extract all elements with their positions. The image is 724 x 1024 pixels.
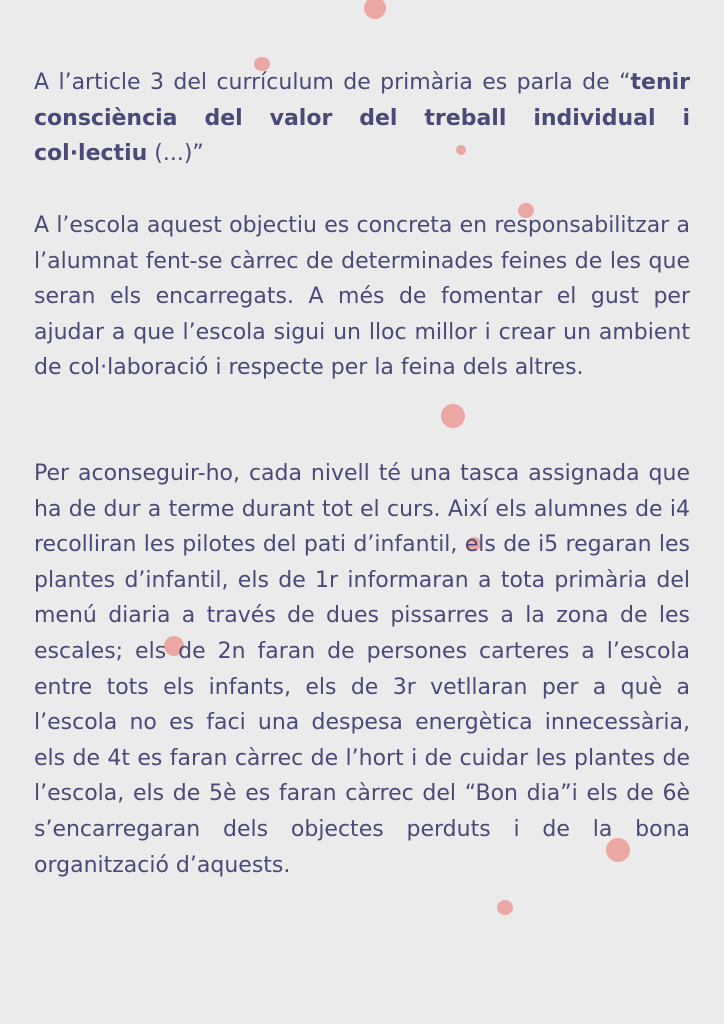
- paragraph-tasks: Per aconseguir-ho, cada nivell té una tasca assignada que ha de dur a terme durant tot el curs. Així els alumnes de i4 recolliran les pilotes del pati d’infantil, els de i5 regaran les plantes d’infantil, els de 1r informaran a tota primària del menú diaria a través de dues pissarres a la zona de les escales; els de 2n faran de persones carteres a l’escola entre tots els infants, els de 3r vetllaran per a què a l’escola no es faci una despesa energètica innecessària, els de 4t es faran càrrec de l’hort i de cuidar les plantes de l’escola, els de 5è es faran càrrec del “Bon dia”i els de 6è s’encarregaran dels objectes perduts i de la bona organització d’aquests.: [34, 461, 690, 878]
- paragraph-intro-text: A l’article 3 del currículum de primària es parla de “: [34, 70, 631, 95]
- paragraph-intro: [34, 65, 690, 172]
- decorative-dot: [364, 0, 386, 19]
- paragraph-intro-emphasis: tenir consciència del valor del treball individual i col·lectiu: [34, 70, 690, 167]
- paragraph-objective: A l’escola aquest objectiu es concreta en responsabilitzar a l’alumnat fent-se càrrec de determinades feines de les que seran els encarregats. A més de fomentar el gust per ajudar a que l’escola sigui un lloc millor i crear un ambient de col·laboració i respecte per la feina dels altres.: [34, 213, 690, 381]
- paragraph-intro-ending: (...)”: [147, 141, 204, 167]
- decorative-dot: [497, 900, 513, 915]
- decorative-dot: [441, 404, 465, 428]
